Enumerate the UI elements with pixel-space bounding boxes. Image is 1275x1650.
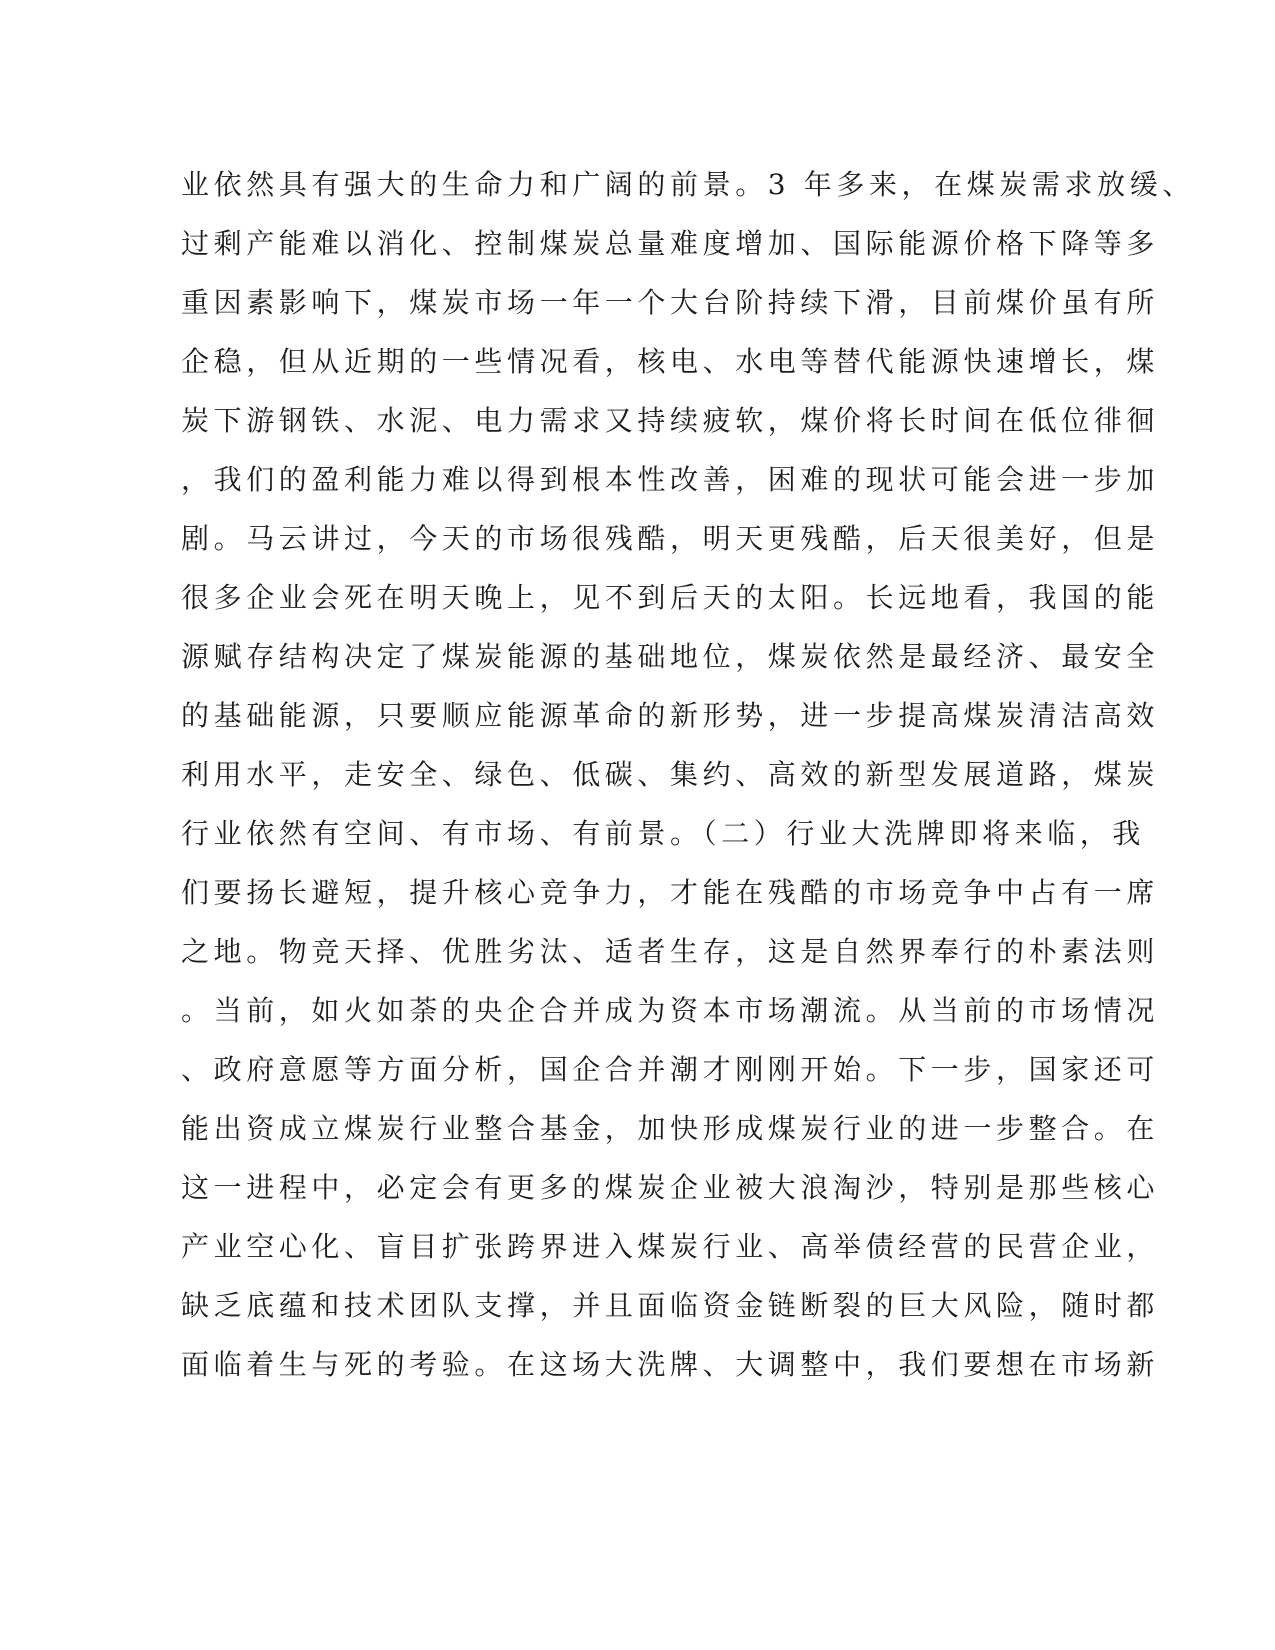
text-line-1: 业依然具有强大的生命力和广阔的前景。3 年多来，在煤炭需求放缓、: [181, 168, 1195, 201]
text-line-5: 炭下游钢铁、水泥、电力需求又持续疲软，煤价将长时间在低位徘徊: [181, 404, 1160, 437]
text-line-16: 、政府意愿等方面分析，国企合并潮才刚刚开始。下一步，国家还可: [181, 1053, 1160, 1086]
text-line-21: 面临着生与死的考验。在这场大洗牌、大调整中，我们要想在市场新: [181, 1348, 1160, 1381]
text-line-9: 源赋存结构决定了煤炭能源的基础地位，煤炭依然是最经济、最安全: [181, 640, 1160, 673]
text-line-13: 们要扬长避短，提升核心竞争力，才能在残酷的市场竞争中占有一席: [181, 876, 1160, 909]
text-line-6: ，我们的盈利能力难以得到根本性改善，困难的现状可能会进一步加: [181, 463, 1160, 496]
text-line-10: 的基础能源，只要顺应能源革命的新形势，进一步提高煤炭清洁高效: [181, 699, 1160, 732]
text-line-3: 重因素影响下，煤炭市场一年一个大台阶持续下滑，目前煤价虽有所: [181, 286, 1160, 319]
text-line-18: 这一进程中，必定会有更多的煤炭企业被大浪淘沙，特别是那些核心: [181, 1171, 1160, 1204]
text-line-17: 能出资成立煤炭行业整合基金，加快形成煤炭行业的进一步整合。在: [181, 1112, 1160, 1145]
text-line-15: 。当前，如火如荼的央企合并成为资本市场潮流。从当前的市场情况: [181, 994, 1160, 1027]
text-line-7: 剧。马云讲过，今天的市场很残酷，明天更残酷，后天很美好，但是: [181, 522, 1160, 555]
text-line-14: 之地。物竞天择、优胜劣汰、适者生存，这是自然界奉行的朴素法则: [181, 935, 1160, 968]
text-line-8: 很多企业会死在明天晚上，见不到后天的太阳。长远地看，我国的能: [181, 581, 1160, 614]
text-line-4: 企稳，但从近期的一些情况看，核电、水电等替代能源快速增长，煤: [181, 345, 1160, 378]
text-line-11: 利用水平，走安全、绿色、低碳、集约、高效的新型发展道路，煤炭: [181, 758, 1160, 791]
text-line-12: 行业依然有空间、有市场、有前景。（二）行业大洗牌即将来临，我: [181, 817, 1146, 850]
body-text: [181, 155, 1195, 1394]
text-line-19: 产业空心化、盲目扩张跨界进入煤炭行业、高举债经营的民营企业，: [181, 1230, 1160, 1263]
text-line-2: 过剩产能难以消化、控制煤炭总量难度增加、国际能源价格下降等多: [181, 227, 1160, 260]
text-line-20: 缺乏底蕴和技术团队支撑，并且面临资金链断裂的巨大风险，随时都: [181, 1289, 1160, 1322]
